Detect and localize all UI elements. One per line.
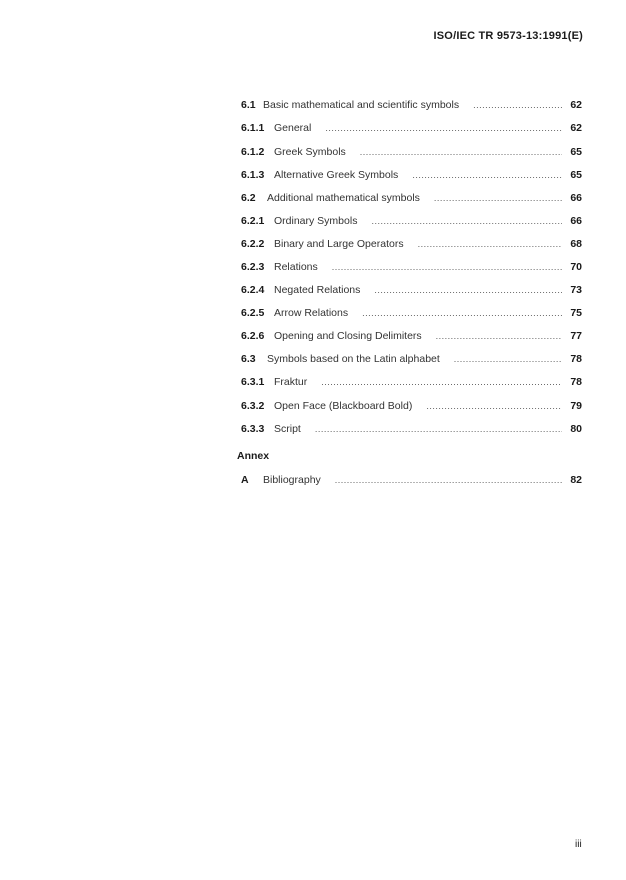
toc-entry-number: 6.3.1 bbox=[241, 376, 265, 388]
toc-entry-title: Alternative Greek Symbols bbox=[274, 169, 399, 181]
toc-entry-number: 6.1.3 bbox=[241, 169, 265, 181]
dot-leader bbox=[436, 331, 562, 341]
toc-entry-6-1-1[interactable] bbox=[241, 122, 582, 136]
toc-entry-title: Binary and Large Operators bbox=[274, 238, 404, 250]
dot-leader bbox=[434, 193, 562, 203]
toc-entry-6-2-2[interactable] bbox=[241, 238, 582, 252]
dot-leader bbox=[362, 308, 562, 318]
toc-entry-page: 80 bbox=[570, 423, 582, 435]
toc-entry-6-3-1[interactable] bbox=[241, 376, 582, 390]
dot-leader bbox=[426, 401, 562, 411]
dot-leader bbox=[412, 170, 562, 180]
toc-entry-page: 75 bbox=[570, 307, 582, 319]
toc-entry-page: 70 bbox=[570, 261, 582, 273]
toc-entry-number: 6.1.1 bbox=[241, 122, 265, 134]
toc-entry-6-2[interactable] bbox=[241, 192, 582, 206]
toc-entry-title: Bibliography bbox=[263, 474, 321, 486]
dot-leader bbox=[360, 147, 562, 157]
toc-entry-6-1-3[interactable] bbox=[241, 169, 582, 183]
toc-entry-title: Ordinary Symbols bbox=[274, 215, 358, 227]
toc-entry-page: 78 bbox=[570, 376, 582, 388]
toc-entry-annex-a[interactable] bbox=[241, 474, 582, 488]
dot-leader bbox=[325, 123, 562, 133]
toc-entry-page: 66 bbox=[570, 215, 582, 227]
dot-leader bbox=[454, 354, 562, 364]
dot-leader bbox=[371, 216, 562, 226]
toc-entry-title: Relations bbox=[274, 261, 318, 273]
toc-entry-page: 68 bbox=[570, 238, 582, 250]
page-number-footer: iii bbox=[575, 839, 582, 850]
toc-entry-title: Greek Symbols bbox=[274, 146, 346, 158]
toc-entry-page: 65 bbox=[570, 169, 582, 181]
toc-entry-number: 6.1.2 bbox=[241, 146, 265, 158]
toc-entry-number: 6.3 bbox=[241, 353, 256, 365]
toc-entry-page: 66 bbox=[570, 192, 582, 204]
toc-entry-number: 6.3.3 bbox=[241, 423, 265, 435]
toc-entry-title: Script bbox=[274, 423, 301, 435]
toc-entry-6-2-5[interactable] bbox=[241, 307, 582, 321]
toc-entry-number: 6.2.5 bbox=[241, 307, 265, 319]
toc-entry-number: 6.2.2 bbox=[241, 238, 265, 250]
toc-entry-page: 78 bbox=[570, 353, 582, 365]
dot-leader bbox=[315, 424, 562, 434]
dot-leader bbox=[332, 262, 562, 272]
toc-entry-title: Arrow Relations bbox=[274, 307, 349, 319]
toc-entry-number: 6.2.3 bbox=[241, 261, 265, 273]
toc-entry-6-2-4[interactable] bbox=[241, 284, 582, 298]
toc-entry-number: 6.1 bbox=[241, 99, 256, 111]
toc-entry-6-3-3[interactable] bbox=[241, 423, 582, 437]
toc-entry-number: 6.2.4 bbox=[241, 284, 265, 296]
dot-leader bbox=[473, 100, 562, 110]
toc-entry-page: 79 bbox=[570, 400, 582, 412]
toc-entry-6-2-1[interactable] bbox=[241, 215, 582, 229]
toc-entry-6-3-2[interactable] bbox=[241, 400, 582, 414]
dot-leader bbox=[321, 377, 562, 387]
annex-heading: Annex bbox=[237, 450, 270, 462]
toc-entry-6-1-2[interactable] bbox=[241, 146, 582, 160]
toc-entry-number: 6.3.2 bbox=[241, 400, 265, 412]
toc-entry-title: Additional mathematical symbols bbox=[267, 192, 420, 204]
toc-entry-number: 6.2.6 bbox=[241, 330, 265, 342]
toc-entry-title: Basic mathematical and scientific symbols bbox=[263, 99, 460, 111]
dot-leader bbox=[335, 475, 562, 485]
toc-entry-6-2-6[interactable] bbox=[241, 330, 582, 344]
dot-leader bbox=[374, 285, 562, 295]
toc-entry-title: Open Face (Blackboard Bold) bbox=[274, 400, 413, 412]
toc-entry-6-2-3[interactable] bbox=[241, 261, 582, 275]
toc-entry-page: 73 bbox=[570, 284, 582, 296]
toc-entry-title: Negated Relations bbox=[274, 284, 361, 296]
toc-entry-6-3[interactable] bbox=[241, 353, 582, 367]
toc-entry-number: A bbox=[241, 474, 249, 486]
toc-entry-title: Fraktur bbox=[274, 376, 308, 388]
toc-entry-page: 65 bbox=[570, 146, 582, 158]
toc-entry-title: General bbox=[274, 122, 312, 134]
dot-leader bbox=[418, 239, 562, 249]
toc-entry-6-1[interactable] bbox=[241, 99, 582, 113]
document-id-header: ISO/IEC TR 9573-13:1991(E) bbox=[433, 30, 583, 42]
toc-entry-number: 6.2.1 bbox=[241, 215, 265, 227]
toc-entry-page: 82 bbox=[570, 474, 582, 486]
toc-entry-title: Symbols based on the Latin alphabet bbox=[267, 353, 440, 365]
toc-entry-title: Opening and Closing Delimiters bbox=[274, 330, 422, 342]
toc-entry-number: 6.2 bbox=[241, 192, 256, 204]
toc-entry-page: 62 bbox=[570, 99, 582, 111]
toc-entry-page: 77 bbox=[570, 330, 582, 342]
toc-entry-page: 62 bbox=[570, 122, 582, 134]
